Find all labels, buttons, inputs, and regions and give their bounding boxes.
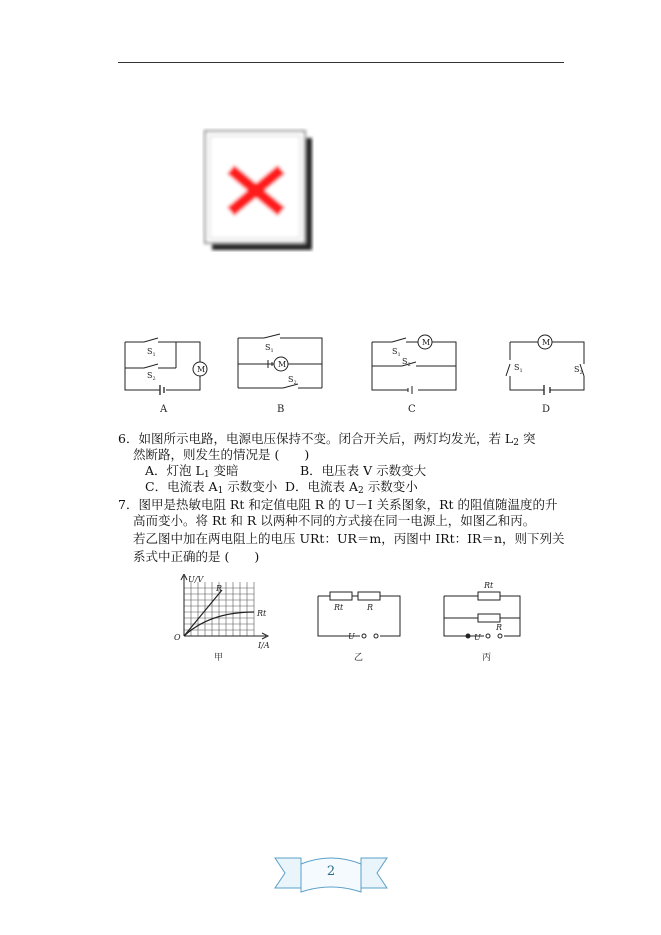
circuit-a-motor: M xyxy=(197,365,206,374)
svg-text:S1: $S_1$ xyxy=(392,347,401,358)
q7-line4: 系式中正确的是 ( ) xyxy=(133,549,260,564)
q7-line1: 7．图甲是热敏电阻 Rt 和定值电阻 R 的 U－I 关系图象，Rt 的阻值随温度的升 xyxy=(118,497,558,512)
q6-line1: 6．如图所示电路，电源电压保持不变。闭合开关后，两灯均发光，若 $L_2$ 突 xyxy=(118,431,536,448)
circuit-d xyxy=(506,335,584,415)
circuit-c xyxy=(372,335,456,415)
bing-u-label: U xyxy=(474,633,481,642)
figure-jia xyxy=(174,574,270,663)
q6-line2: 然断路，则发生的情况是 ( ) xyxy=(133,447,310,462)
circuit-a-label: A xyxy=(160,404,168,415)
q7-line3: 若乙图中加在两电阻上的电压 URt：UR＝m，丙图中 IRt：IR＝n，则下列关 xyxy=(133,531,565,546)
bing-r-label: R xyxy=(496,623,503,632)
circuit-a xyxy=(125,338,207,415)
svg-text:S1: $S_1$ xyxy=(514,363,523,374)
yi-rt-label: Rt xyxy=(334,603,344,612)
bing-rt-label: Rt xyxy=(484,581,494,590)
circuit-options-figure xyxy=(118,330,598,420)
circuit-b xyxy=(238,334,322,415)
svg-text:S2: $S_2$ xyxy=(402,357,411,368)
q7-figures xyxy=(170,574,550,666)
figure-yi xyxy=(318,592,400,663)
circuit-d-label: D xyxy=(542,404,551,415)
svg-text:S2: $S_2$ xyxy=(574,365,583,376)
circuit-b-label: B xyxy=(277,404,285,415)
q6-option-c: C．电流表 $A_1$ 示数变小 xyxy=(145,479,278,496)
jia-x-axis: I/A xyxy=(258,641,270,650)
header-rule xyxy=(118,62,564,63)
jia-origin: O xyxy=(174,633,181,642)
page-number: 2 xyxy=(326,864,336,879)
circuit-c-motor: M xyxy=(422,338,431,347)
jia-curve-rt: Rt xyxy=(257,609,267,618)
yi-u-label: U xyxy=(348,632,355,641)
circuit-b-motor: M xyxy=(278,360,287,369)
circuit-d-motor: M xyxy=(542,338,551,347)
jia-curve-r: R xyxy=(216,584,223,593)
q6-option-a: A．灯泡 $L_1$ 变暗 xyxy=(145,463,239,480)
jia-caption: 甲 xyxy=(214,653,224,663)
q6-option-d: D．电流表 $A_2$ 示数变小 xyxy=(285,479,418,496)
circuit-a-s1: $S_1$ xyxy=(147,347,156,358)
yi-r-label: R xyxy=(367,603,374,612)
bing-caption: 丙 xyxy=(482,653,492,663)
svg-text:S1: $S_1$ xyxy=(265,343,274,354)
svg-text:S2: $S_2$ xyxy=(288,375,297,386)
yi-caption: 乙 xyxy=(354,653,364,663)
broken-image-icon xyxy=(202,128,314,252)
q7-line2: 高而变小。将 Rt 和 R 以两种不同的方式接在同一电源上，如图乙和丙。 xyxy=(133,513,536,528)
figure-bing xyxy=(444,581,520,663)
q6-option-b: B．电压表 V 示数变大 xyxy=(300,463,427,478)
jia-y-axis: U/V xyxy=(188,575,204,584)
circuit-c-label: C xyxy=(408,404,416,415)
circuit-a-s2: $S_2$ xyxy=(147,371,156,382)
